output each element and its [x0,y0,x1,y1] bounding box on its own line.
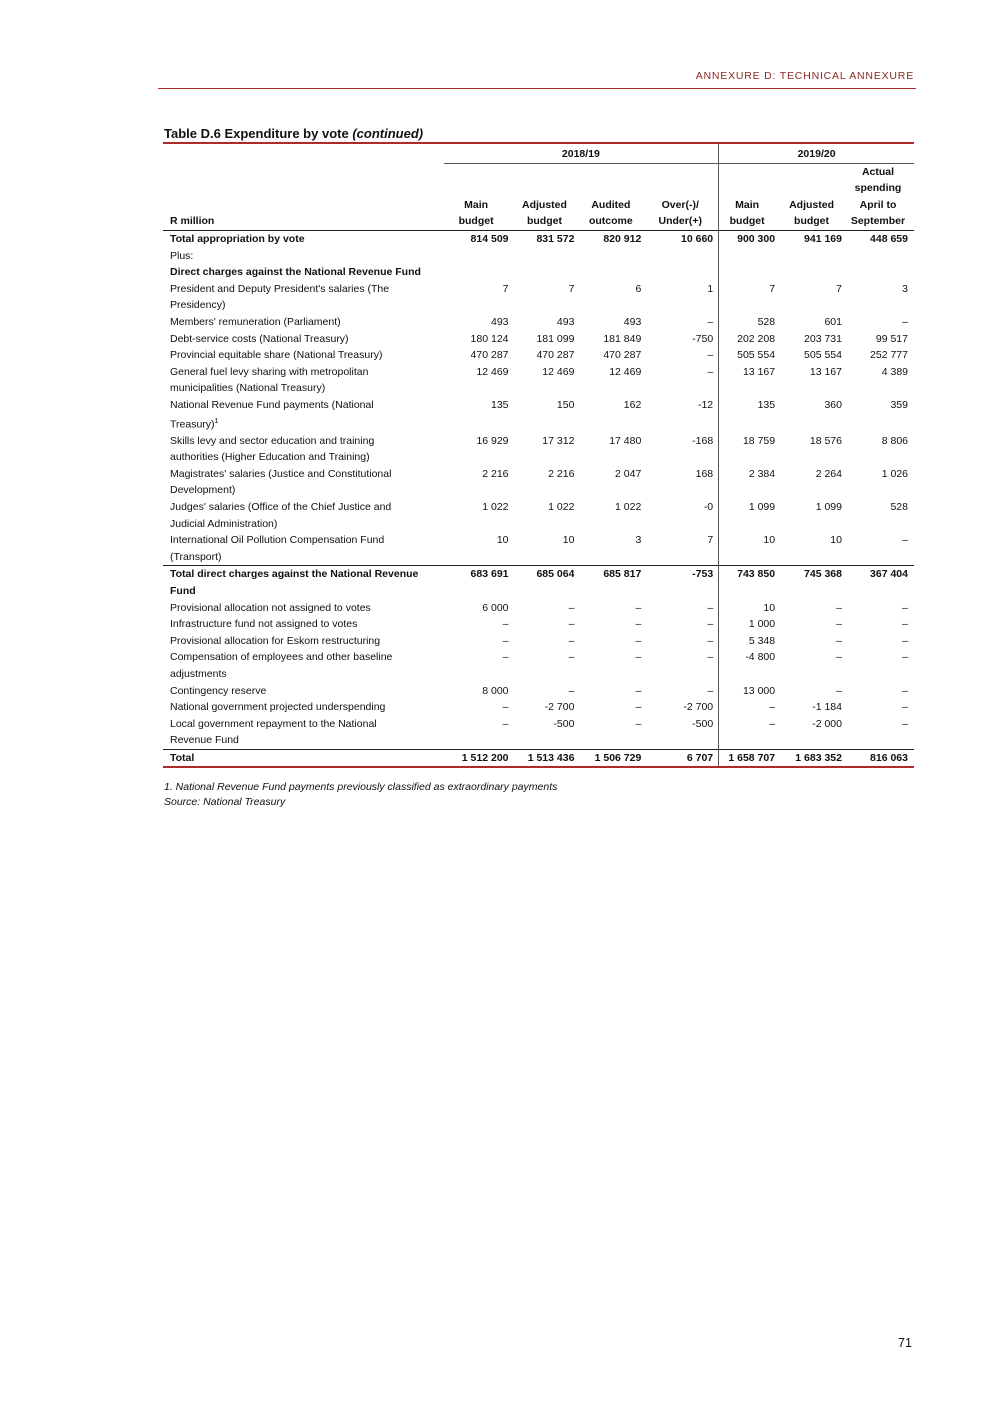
row-label-line: International Oil Pollution Compensation Fund [170,534,385,547]
table-cell: 6 000 [482,601,509,614]
table-row [163,499,914,532]
column-header-line: Audited [591,198,631,211]
footnote: 1. National Revenue Fund payments previously classified as extraordinary payments [164,781,558,793]
row-label-line: General fuel levy sharing with metropolitan [170,365,369,378]
row-label-line [170,449,444,466]
row-label [163,616,444,633]
table-cell: 7 [769,282,776,295]
table-cell: – [502,618,509,631]
table-cell: 5 348 [748,634,776,647]
column-header [444,163,515,230]
year-2019-header: 2019/20 [719,143,914,163]
row-label-line: Magistrates' salaries (Justice and Constitutional [170,467,392,480]
table-cell: 1 022 [615,500,642,513]
table-cell: 1 [647,281,718,314]
table-row [163,397,914,433]
table-row [163,281,914,314]
table-cell [781,264,848,281]
row-label [163,248,444,265]
row-label-text: authorities (Higher Education and Training) [170,451,370,464]
table-cell: 18 576 [809,434,842,447]
column-header [781,163,848,230]
table-cell: – [902,717,908,730]
table-cell: 12 469 [609,365,642,378]
table-cell: -4 800 [745,651,776,664]
table-cell: – [502,651,509,664]
table-cell: 180 124 [470,332,509,345]
table-cell: – [635,651,642,664]
table-row [163,716,914,750]
table-cell: – [902,651,908,664]
row-label-line: Judges' salaries (Office of the Chief Justice and [170,500,392,513]
table-cell: 745 368 [781,566,848,600]
table-cell [647,264,718,281]
table-row [163,566,914,600]
table-cell: – [502,634,509,647]
row-label-text: municipalities (National Treasury) [170,382,326,395]
table-cell: 12 469 [542,365,575,378]
table-cell: 528 [890,500,908,513]
column-header-line: budget [794,215,830,228]
table-cell: 2 264 [815,467,842,480]
table-cell: – [836,651,842,664]
table-cell: 685 064 [515,566,581,600]
table-cell: -753 [647,566,718,600]
table-cell: 601 [824,315,842,328]
row-label-line [170,549,444,566]
table-cell: 10 [763,534,776,547]
table-cell: 470 287 [603,349,642,362]
table-cell: 162 [623,398,642,411]
row-label-line: Compensation of employees and other baseline [170,651,393,664]
table-cell [647,248,718,265]
column-header-line: September [850,215,906,228]
table-cell: – [502,717,509,730]
row-label-line: Provincial equitable share (National Treasury) [170,349,383,362]
row-label-line [170,516,444,533]
column-header-line: budget [526,215,562,228]
table-cell: 2 047 [615,467,642,480]
row-label-text: Revenue Fund [170,734,239,747]
column-header [848,163,914,230]
footnote-marker: 1 [214,417,219,425]
table-cell: 2 384 [748,467,776,480]
table-cell: 181 099 [536,332,575,345]
row-label-line: Plus: [170,249,194,262]
row-label-line: President and Deputy President's salaries (The [170,282,390,295]
table-cell [719,264,781,281]
table-cell: – [902,315,908,328]
table-cell [515,248,581,265]
row-label-text: Judicial Administration) [170,517,278,530]
table-cell: 7 [836,282,842,295]
row-label [163,397,444,433]
table-cell: 17 480 [609,434,642,447]
row-label-line [170,297,444,314]
table-cell: 470 287 [536,349,575,362]
table-cell: – [769,717,776,730]
row-label [163,331,444,348]
row-label-line: Provisional allocation not assigned to votes [170,601,371,614]
table-row [163,364,914,397]
table-cell: 1 658 707 [719,749,781,767]
table-cell: 12 469 [476,365,509,378]
table-cell: 181 849 [603,332,642,345]
table-cell: – [902,601,908,614]
table-row [163,248,914,265]
table-cell: 743 850 [719,566,781,600]
table-cell [444,248,515,265]
table-cell: – [568,684,575,697]
table-cell: – [902,634,908,647]
table-cell: 203 731 [804,332,842,345]
row-label-line [170,414,444,433]
table-cell: – [647,347,718,364]
table-cell: – [902,684,908,697]
row-label-line [170,732,444,749]
table-title-text: Table D.6 Expenditure by vote [164,126,349,141]
row-label-text: Presidency) [170,299,226,312]
table-cell: – [568,651,575,664]
table-cell: – [568,634,575,647]
table-cell: 150 [556,398,575,411]
row-label-line: Total appropriation by vote [170,232,305,245]
table-cell: 3 [635,534,642,547]
table-cell: 1 099 [748,500,776,513]
row-label [163,532,444,566]
row-label [163,600,444,617]
table-cell: 8 806 [881,434,908,447]
row-label-line: Debt-service costs (National Treasury) [170,332,349,345]
row-label-line: Skills levy and sector education and training [170,434,375,447]
row-label [163,716,444,750]
table-cell: 10 [830,534,842,547]
row-label-line: Local government repayment to the National [170,717,377,730]
row-label-text: Fund [170,584,196,597]
row-label [163,683,444,700]
table-cell: -500 [647,716,718,750]
table-cell [848,264,914,281]
table-cell: – [568,618,575,631]
row-label-line [170,380,444,397]
table-cell: -0 [647,499,718,532]
table-cell: – [647,633,718,650]
table-cell: 831 572 [536,232,575,245]
table-cell: – [647,600,718,617]
table-cell: – [647,314,718,331]
table-cell: -2 000 [812,717,842,730]
column-header-line: Actual [861,165,895,178]
column-header [719,163,781,230]
table-cell: – [635,684,642,697]
table-cell [848,248,914,265]
table-cell: 3 [902,282,908,295]
column-header-line: spending [854,182,902,195]
row-label-line [170,482,444,499]
row-label-line: Provisional allocation for Eskom restructuring [170,634,381,647]
table-cell: 13 167 [809,365,842,378]
row-label [163,566,444,600]
table-row [163,331,914,348]
row-label-text: Treasury) [170,418,215,430]
table-cell: 1 099 [815,500,842,513]
table-cell: 941 169 [804,232,842,245]
table-cell: – [902,701,908,714]
table-cell: -1 184 [812,701,842,714]
table-cell: – [635,601,642,614]
table-row [163,532,914,566]
row-label-text: (Transport) [170,550,222,563]
table-row [163,264,914,281]
table-title-suffix: (continued) [352,126,424,141]
table-cell: – [902,618,908,631]
table-cell: 1 026 [881,467,908,480]
running-header: ANNEXURE D: TECHNICAL ANNEXURE [695,70,914,82]
table-cell: 528 [757,315,776,328]
table-cell: – [635,618,642,631]
table-cell: 7 [647,532,718,566]
table-cell: 18 759 [742,434,776,447]
table-cell: – [502,701,509,714]
row-label-line: Total [170,751,195,764]
table-cell: 202 208 [737,332,776,345]
table-row [163,347,914,364]
table-cell: -168 [647,433,718,466]
row-label [163,347,444,364]
column-header-line: budget [458,215,494,228]
table-cell: 1 506 729 [580,749,647,767]
row-label [163,649,444,682]
table-cell: 359 [890,398,908,411]
table-cell: – [635,634,642,647]
table-row [163,230,914,247]
table-cell [515,264,581,281]
table-cell: -12 [647,397,718,433]
table-row [163,633,914,650]
table-cell [444,264,515,281]
table-cell: 16 929 [476,434,509,447]
row-label [163,230,444,247]
table-cell: 168 [647,466,718,499]
table-cell: 6 707 [647,749,718,767]
table-cell: 493 [490,315,509,328]
column-header-line: Main [735,198,760,211]
row-label [163,749,444,767]
column-header-line: April to [859,198,897,211]
table-cell: 1 512 200 [444,749,515,767]
table-cell: – [836,601,842,614]
row-label-line: Members' remuneration (Parliament) [170,315,341,328]
table-cell: 1 000 [748,618,776,631]
table-cell: 1 022 [548,500,575,513]
column-header [580,163,647,230]
row-label-line: Total direct charges against the National Revenue [170,568,419,581]
table-cell: -500 [553,717,575,730]
row-label-line: Direct charges against the National Revenue Fund [170,266,421,279]
table-cell: 816 063 [848,749,914,767]
row-label-line [170,583,444,600]
table-row [163,616,914,633]
row-label-text: adjustments [170,667,227,680]
table-cell: – [647,364,718,397]
column-header-line: Under(+) [658,215,702,228]
table-cell: – [902,534,908,547]
column-header-line: Main [464,198,489,211]
table-cell: 10 [562,534,575,547]
table-cell: -2 700 [647,699,718,716]
table-cell: -2 700 [544,701,575,714]
table-cell: 7 [502,282,509,295]
row-label [163,264,444,281]
row-label-line [170,666,444,683]
row-label [163,281,444,314]
table-row [163,683,914,700]
header-rule [158,88,916,89]
table-cell: 683 691 [444,566,515,600]
table-cell: 820 912 [603,232,642,245]
table-cell: 8 000 [482,684,509,697]
table-cell: 135 [490,398,509,411]
table-cell [580,264,647,281]
table-cell: – [836,618,842,631]
column-header-line: budget [729,215,765,228]
table-row [163,649,914,682]
table-row [163,749,914,767]
table-row [163,433,914,466]
table-cell: 505 554 [737,349,776,362]
table-cell: 10 [763,601,776,614]
table-cell: – [836,684,842,697]
row-label [163,433,444,466]
expenditure-table [163,142,914,768]
table-cell: 900 300 [737,232,776,245]
table-cell: 448 659 [870,232,908,245]
table-cell: -750 [647,331,718,348]
table-cell: 10 [496,534,509,547]
column-header-line: Adjusted [522,198,567,211]
table-cell: – [769,701,776,714]
table-cell: 13 000 [742,684,776,697]
column-header-line: outcome [588,215,633,228]
row-label [163,364,444,397]
table-cell: 493 [556,315,575,328]
table-cell: – [836,634,842,647]
table-cell: 2 216 [548,467,575,480]
table-cell: – [635,701,642,714]
row-label [163,466,444,499]
table-cell: 2 216 [482,467,509,480]
source-note: Source: National Treasury [164,796,286,808]
table-cell: 1 022 [482,500,509,513]
row-label [163,314,444,331]
table-cell: 1 683 352 [781,749,848,767]
column-header-line: Adjusted [789,198,834,211]
table-cell: 99 517 [875,332,908,345]
table-cell: 6 [635,282,642,295]
row-label [163,499,444,532]
table-cell: – [647,616,718,633]
table-cell: – [568,601,575,614]
table-cell [719,248,781,265]
table-cell: 252 777 [870,349,908,362]
table-cell: 10 660 [647,230,718,247]
row-label-line: Contingency reserve [170,684,267,697]
table-cell: 493 [623,315,642,328]
table-cell: 135 [757,398,776,411]
column-header [515,163,581,230]
row-label-line: National Revenue Fund payments (National [170,398,374,411]
row-label-text: Development) [170,484,236,497]
table-row [163,314,914,331]
table-cell: – [635,717,642,730]
table-cell: 7 [568,282,575,295]
year-2018-header: 2018/19 [444,143,719,163]
page-number: 71 [898,1336,912,1350]
table-cell [580,248,647,265]
table-cell: 367 404 [848,566,914,600]
table-cell: 1 513 436 [515,749,581,767]
table-cell: 814 509 [470,232,509,245]
table-row [163,699,914,716]
table-cell: 360 [824,398,842,411]
year-header-row [163,143,914,163]
table-row [163,466,914,499]
table-cell: 685 817 [580,566,647,600]
table-cell: 17 312 [542,434,575,447]
table-cell: 470 287 [470,349,509,362]
column-header-row [163,163,914,230]
table-title [164,126,423,141]
table-cell [781,248,848,265]
row-label-line: Infrastructure fund not assigned to votes [170,618,358,631]
table-cell: 4 389 [881,365,908,378]
row-label-line: National government projected underspending [170,701,386,714]
table-cell: 13 167 [742,365,776,378]
row-label [163,699,444,716]
column-header-line: Over(-)/ [661,198,699,211]
table-cell: 505 554 [804,349,842,362]
table-cell: – [647,683,718,700]
table-cell: – [647,649,718,682]
unit-label: R million [163,163,444,230]
table-row [163,600,914,617]
column-header [647,163,718,230]
row-label [163,633,444,650]
